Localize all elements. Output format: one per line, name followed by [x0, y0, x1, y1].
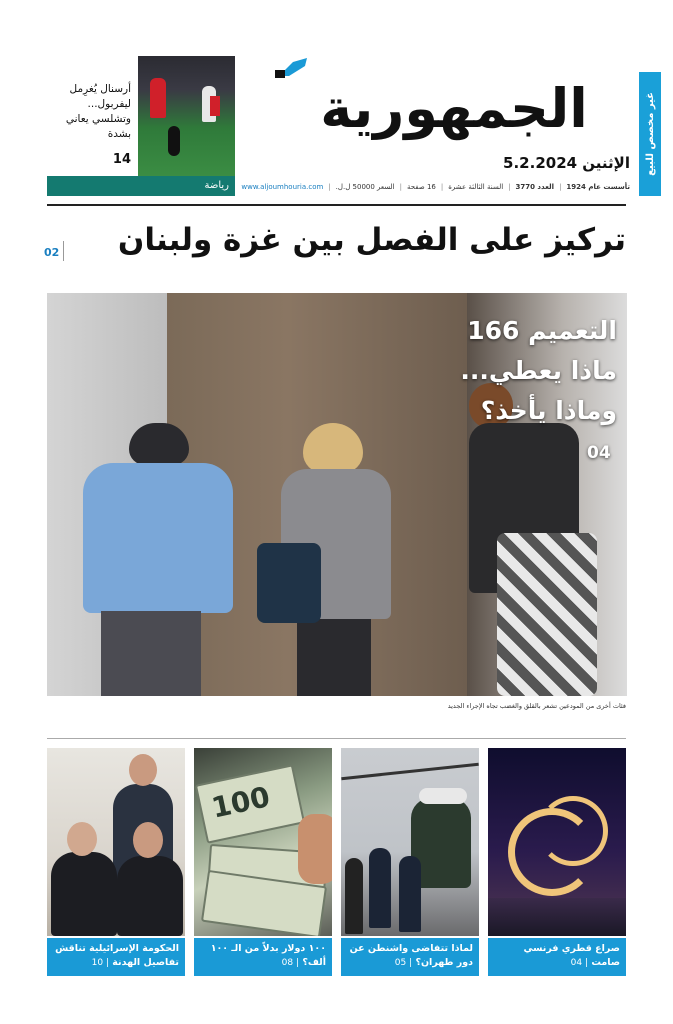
- divider: [47, 204, 626, 206]
- issue-info-bar: [241, 183, 630, 191]
- website-link[interactable]: www.aljoumhouria.com: [241, 183, 324, 191]
- not-for-sale-tab: [639, 72, 661, 196]
- divider: [47, 738, 626, 739]
- photo-quote-line: ماذا يعطي...: [460, 356, 617, 385]
- teaser-caption: [341, 938, 479, 976]
- separator: |: [440, 183, 444, 191]
- year-info: السنة الثالثة عشرة: [448, 183, 504, 191]
- teaser-title: ١٠٠ دولار بدلاً من الـ ١٠٠ ألف؟: [210, 943, 326, 968]
- teaser-caption: [194, 938, 332, 976]
- divider: [63, 241, 64, 261]
- teaser-page: | 05: [394, 958, 413, 968]
- price-info: السعر 50000 ل.ل.: [335, 183, 395, 191]
- teaser-card[interactable]: [341, 748, 479, 976]
- teaser-page: | 04: [570, 958, 588, 968]
- issue-date: الإثنين 5.2.2024: [503, 154, 630, 172]
- teaser-title: صراع قطري فرنسي صامت: [523, 943, 620, 968]
- newspaper-logo[interactable]: الجمهورية: [320, 77, 588, 140]
- separator: |: [328, 183, 331, 191]
- photo-quote: [427, 311, 617, 431]
- teaser-card[interactable]: [488, 748, 626, 976]
- teaser-page: | 08: [281, 958, 300, 968]
- photo-quote-page: 04: [587, 443, 611, 463]
- photo-quote-line: التعميم 166: [467, 316, 617, 345]
- teaser-title: لماذا تتفاضى واشنطن عن دور طهران؟: [349, 943, 473, 968]
- headline-page-number: 02: [44, 246, 60, 259]
- sport-teaser[interactable]: [47, 56, 235, 196]
- sport-page-number: 14: [112, 152, 131, 167]
- separator: |: [399, 183, 402, 191]
- teaser-image: [341, 748, 479, 936]
- teaser-title: الحكومة الإسرائيلية تناقش تفاصيل الهدنة: [55, 943, 179, 968]
- teaser-card[interactable]: [194, 748, 332, 976]
- person-figure: [65, 423, 235, 696]
- teaser-image: 100: [194, 748, 332, 936]
- person-figure: [273, 423, 393, 696]
- founded-info: تأسست عام 1924: [566, 183, 630, 191]
- sport-teaser-text: أرسنال يُغرِمل ليفربول... وتشلسي يعاني بشدة: [65, 83, 131, 140]
- sport-photo: [138, 56, 235, 176]
- pages-info: 16 صفحة: [406, 183, 436, 191]
- teaser-image: [488, 748, 626, 936]
- main-photo[interactable]: [47, 293, 627, 696]
- teaser-caption: [47, 938, 185, 976]
- separator: |: [508, 183, 511, 191]
- sport-section-label: رياضة: [47, 176, 235, 196]
- photo-caption: فئات أخرى من المودعين تشعر بالقلق والغضب تجاه الإجراء الجديد: [447, 702, 626, 710]
- teaser-card[interactable]: [47, 748, 185, 976]
- not-for-sale-label: غير مخصص للبيع: [644, 92, 656, 176]
- teaser-caption: [488, 938, 626, 976]
- separator: |: [559, 183, 562, 191]
- teaser-image: [47, 748, 185, 936]
- main-headline[interactable]: تركيز على الفصل بين غزة ولبنان: [117, 222, 626, 258]
- teaser-page: | 10: [91, 958, 109, 968]
- issue-number: العدد 3770: [515, 183, 555, 191]
- photo-quote-line: وماذا يأخذ؟: [480, 396, 617, 425]
